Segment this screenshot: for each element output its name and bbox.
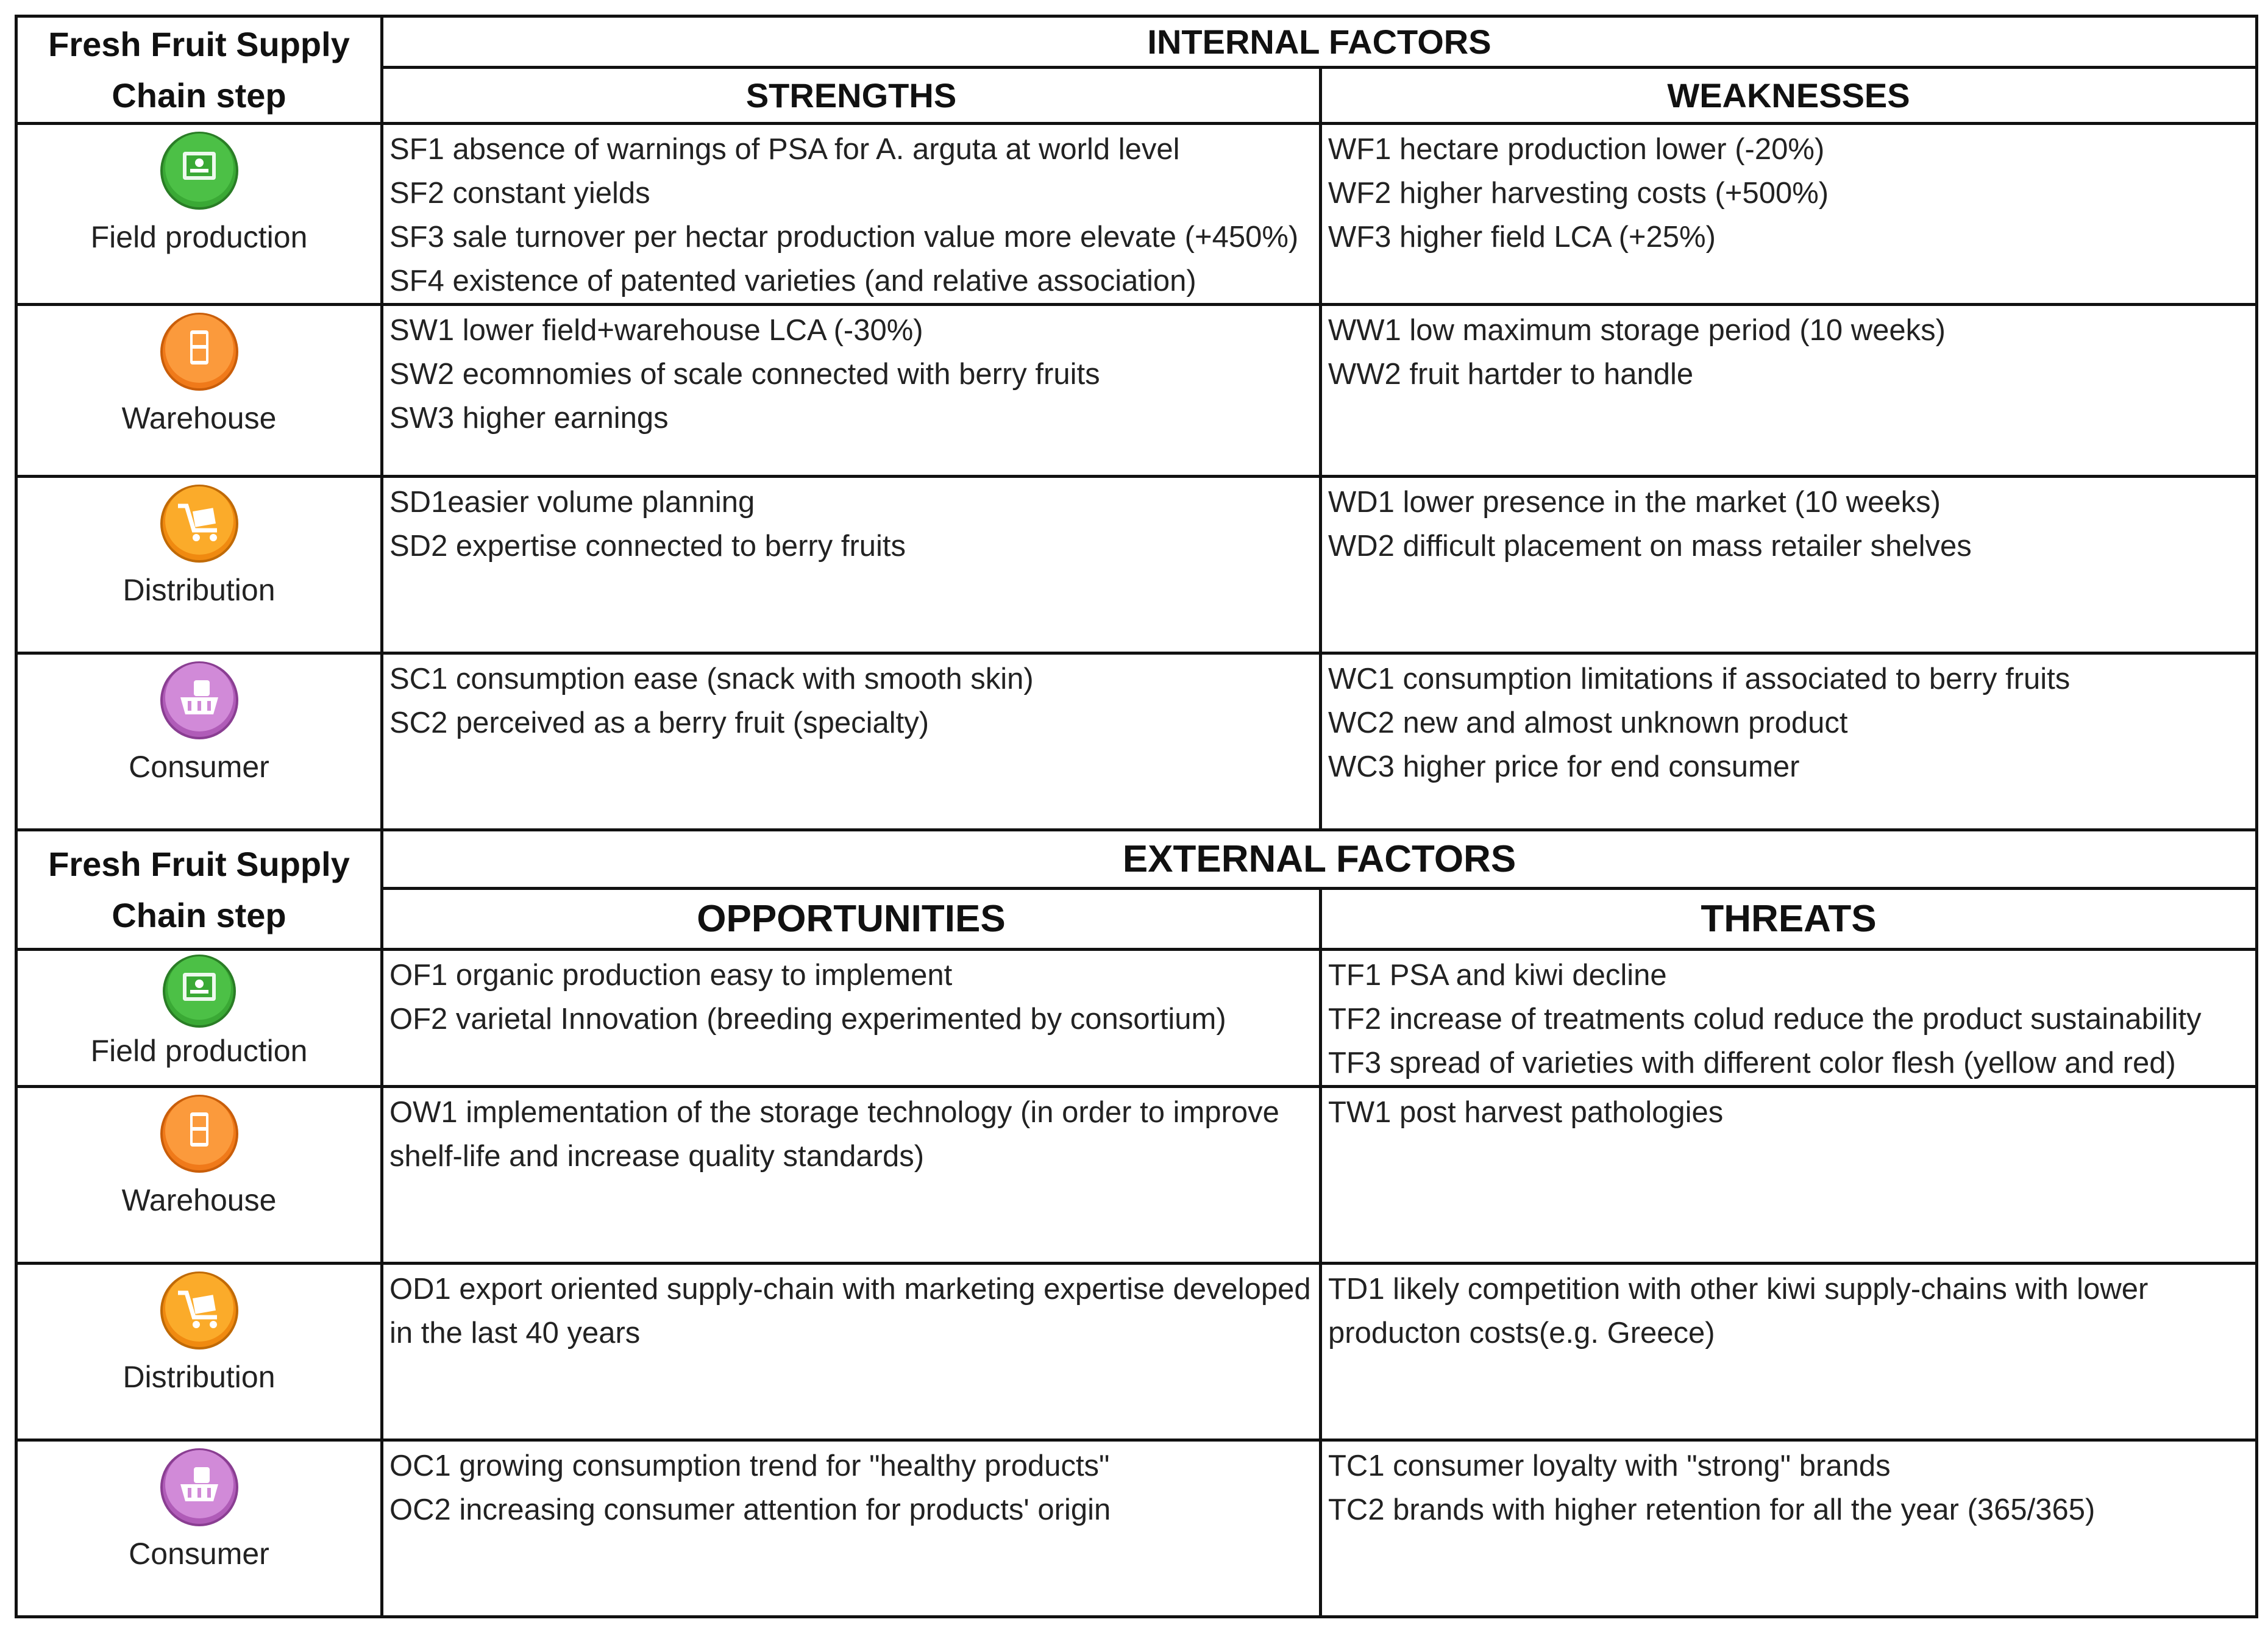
step-label: Field production — [90, 220, 308, 254]
list-item: WF2 higher harvesting costs (+500%) — [1328, 177, 1829, 210]
external-factors-title: EXTERNAL FACTORS — [382, 830, 2257, 889]
list-item: SF2 constant yields — [389, 177, 650, 210]
list-item: SC2 perceived as a berry fruit (specialty) — [389, 706, 930, 739]
step-cell — [16, 305, 382, 477]
step-label: Warehouse — [121, 1183, 277, 1217]
list-item: SD1easier volume planning — [389, 486, 755, 519]
list-item: TF3 spread of varieties with different color flesh (yellow and red) — [1328, 1047, 2176, 1079]
list-item: TF1 PSA and kiwi decline — [1328, 959, 1667, 992]
warehouse-icon — [18, 1088, 380, 1183]
list-item: WC1 consumption limitations if associated to berry fruits — [1328, 663, 2071, 695]
list-item: SF3 sale turnover per hectar production value more elevate (+450%) — [389, 221, 1299, 254]
list-item: OD1 export oriented supply-chain with marketing expertise developed in the last 40 years — [389, 1273, 1311, 1350]
warehouse-icon — [18, 306, 380, 400]
list-item: OC1 growing consumption trend for "healthy products" — [389, 1449, 1110, 1482]
internal-row-distribution — [16, 477, 2257, 653]
step-cell — [16, 950, 382, 1087]
list-item: TW1 post harvest pathologies — [1328, 1096, 1724, 1129]
field-production-icon — [18, 951, 380, 1033]
list-item: TC1 consumer loyalty with "strong" brands — [1328, 1449, 1891, 1482]
step-cell — [16, 1087, 382, 1264]
threats-cell — [1321, 950, 2257, 1087]
list-item: SF1 absence of warnings of PSA for A. arguta at world level — [389, 133, 1180, 166]
step-cell — [16, 1264, 382, 1440]
list-item: WC3 higher price for end consumer — [1328, 750, 1800, 783]
step-label: Distribution — [123, 1360, 276, 1394]
opportunities-cell — [382, 1087, 1321, 1264]
opportunities-header: OPPORTUNITIES — [382, 889, 1321, 950]
internal-step-header: Fresh Fruit Supply Chain step — [16, 16, 382, 124]
threats-cell — [1321, 1264, 2257, 1440]
step-label: Distribution — [123, 573, 276, 607]
weaknesses-cell — [1321, 477, 2257, 653]
weaknesses-cell — [1321, 124, 2257, 305]
external-row-distribution — [16, 1264, 2257, 1440]
strengths-cell — [382, 124, 1321, 305]
list-item: WD2 difficult placement on mass retailer shelves — [1328, 530, 1972, 563]
list-item: OF2 varietal Innovation (breeding experimented by consortium) — [389, 1003, 1226, 1036]
strengths-cell — [382, 477, 1321, 653]
step-label: Consumer — [129, 1537, 269, 1571]
list-item: WF3 higher field LCA (+25%) — [1328, 221, 1716, 254]
opportunities-cell — [382, 1440, 1321, 1617]
external-row-warehouse — [16, 1087, 2257, 1264]
weaknesses-cell — [1321, 305, 2257, 477]
list-item: TD1 likely competition with other kiwi supply-chains with lower producton costs(e.g. Greece) — [1328, 1273, 2149, 1350]
distribution-icon — [18, 1265, 380, 1359]
strengths-header: STRENGTHS — [382, 68, 1321, 124]
internal-row-warehouse — [16, 305, 2257, 477]
external-row-consumer — [16, 1440, 2257, 1617]
threats-cell — [1321, 1440, 2257, 1617]
list-item: WW2 fruit hartder to handle — [1328, 358, 1694, 391]
internal-row-consumer — [16, 653, 2257, 830]
swot-table — [15, 15, 2258, 1618]
list-item: WF1 hectare production lower (-20%) — [1328, 133, 1825, 166]
field-production-icon — [18, 125, 380, 219]
list-item: TC2 brands with higher retention for all the year (365/365) — [1328, 1493, 2096, 1526]
list-item: SD2 expertise connected to berry fruits — [389, 530, 906, 563]
weaknesses-header: WEAKNESSES — [1321, 68, 2257, 124]
weaknesses-cell — [1321, 653, 2257, 830]
list-item: SW1 lower field+warehouse LCA (-30%) — [389, 314, 923, 347]
list-item: SW3 higher earnings — [389, 402, 669, 435]
external-step-header: Fresh Fruit Supply Chain step — [16, 830, 382, 950]
strengths-cell — [382, 305, 1321, 477]
step-cell — [16, 1440, 382, 1617]
step-label: Consumer — [129, 750, 269, 784]
list-item: SF4 existence of patented varieties (and relative association) — [389, 265, 1196, 297]
distribution-icon — [18, 478, 380, 572]
threats-header: THREATS — [1321, 889, 2257, 950]
list-item: SW2 ecomnomies of scale connected with berry fruits — [389, 358, 1100, 391]
list-item: TF2 increase of treatments colud reduce the product sustainability — [1328, 1003, 2202, 1036]
strengths-cell — [382, 653, 1321, 830]
list-item: WW1 low maximum storage period (10 weeks) — [1328, 314, 1946, 347]
list-item: WD1 lower presence in the market (10 weeks) — [1328, 486, 1941, 519]
list-item: OC2 increasing consumer attention for products' origin — [389, 1493, 1111, 1526]
internal-row-field — [16, 124, 2257, 305]
opportunities-cell — [382, 1264, 1321, 1440]
external-row-field — [16, 950, 2257, 1087]
threats-cell — [1321, 1087, 2257, 1264]
opportunities-cell — [382, 950, 1321, 1087]
step-cell — [16, 124, 382, 305]
step-label: Field production — [90, 1034, 308, 1068]
consumer-icon — [18, 655, 380, 749]
consumer-icon — [18, 1442, 380, 1536]
list-item: SC1 consumption ease (snack with smooth skin) — [389, 663, 1034, 695]
swot-page — [15, 15, 2255, 1618]
step-label: Warehouse — [121, 401, 277, 435]
list-item: OW1 implementation of the storage technology (in order to improve shelf-life and increase quality standards) — [389, 1096, 1279, 1173]
step-cell — [16, 477, 382, 653]
step-cell — [16, 653, 382, 830]
internal-factors-title: INTERNAL FACTORS — [382, 16, 2257, 68]
list-item: WC2 new and almost unknown product — [1328, 706, 1848, 739]
list-item: OF1 organic production easy to implement — [389, 959, 953, 992]
